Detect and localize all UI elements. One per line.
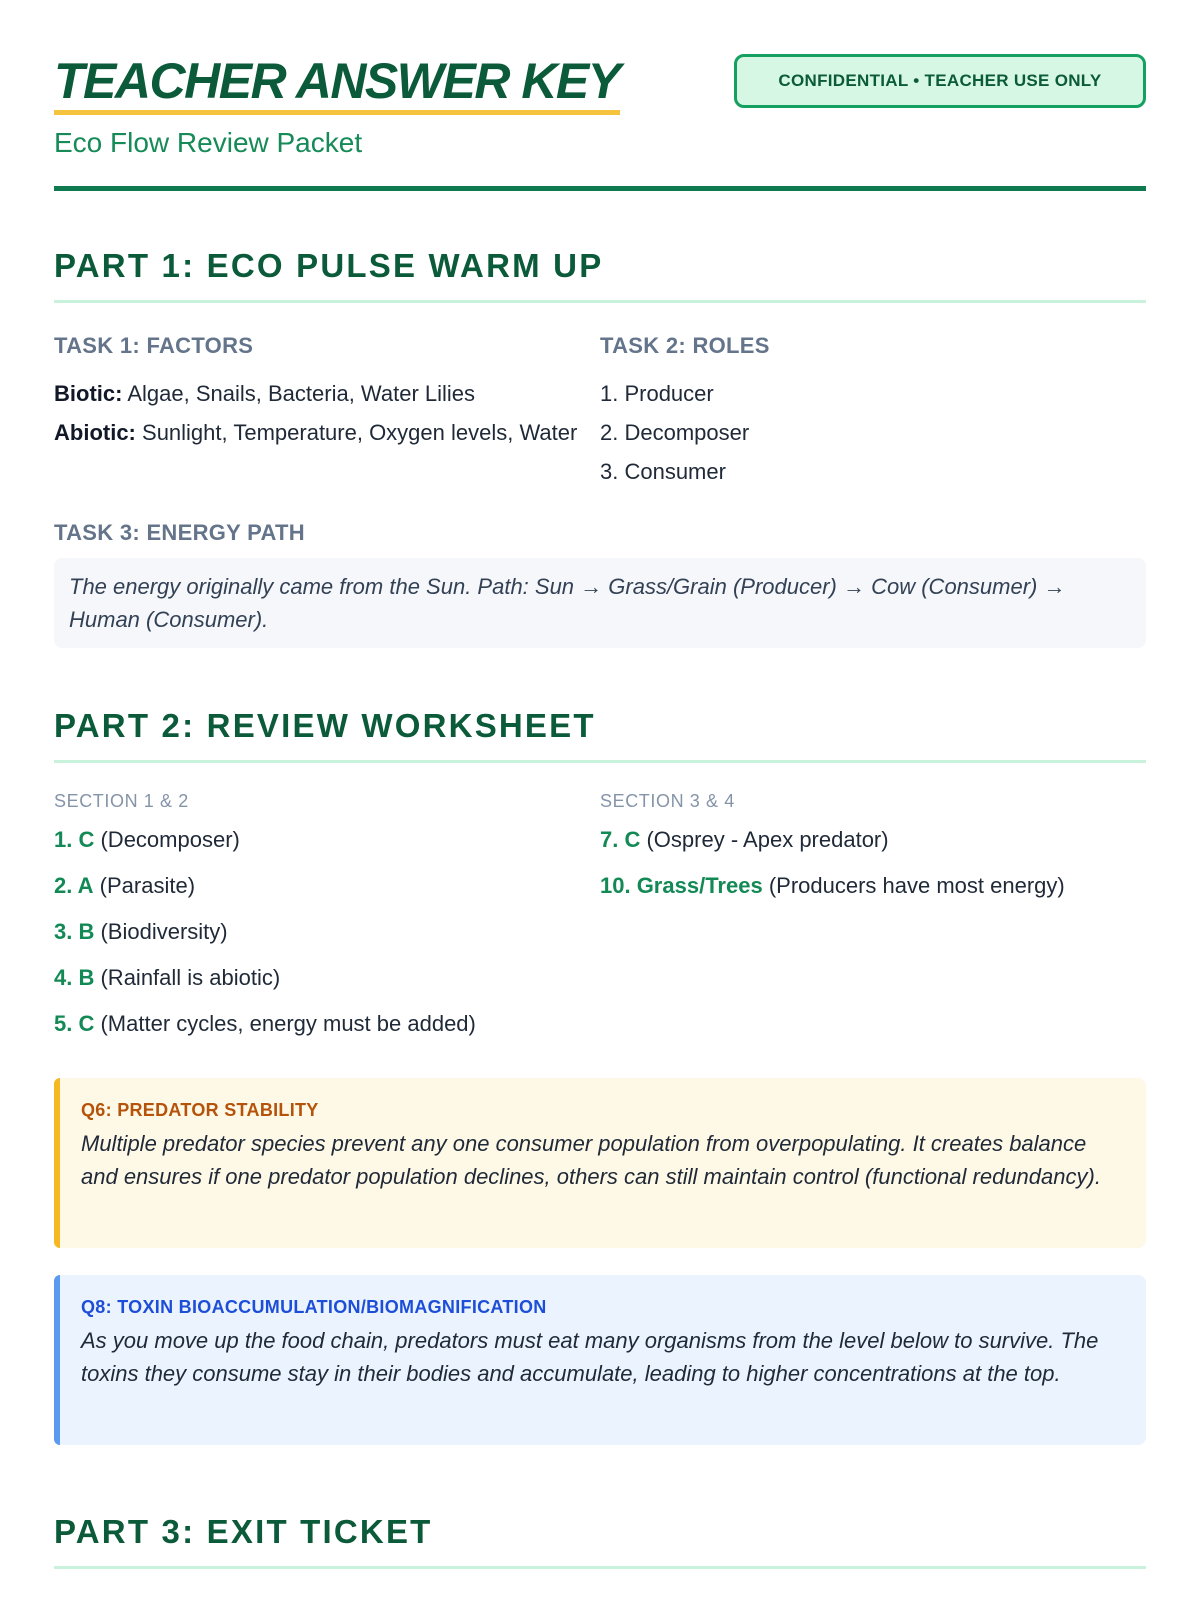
- q6-callout: [54, 1078, 1146, 1248]
- answer-note: (Producers have most energy): [768, 873, 1065, 898]
- answer-key: 10. Grass/Trees: [600, 873, 763, 898]
- answer-key: 2. A: [54, 873, 94, 898]
- q6-heading: Q6: PREDATOR STABILITY: [81, 1100, 319, 1120]
- answer-note: (Parasite): [99, 873, 196, 898]
- answer-note: (Osprey - Apex predator): [646, 827, 889, 852]
- confidential-badge: CONFIDENTIAL • TEACHER USE ONLY: [734, 54, 1146, 108]
- task-1-heading: TASK 1: FACTORS: [54, 333, 254, 358]
- role-item: 2. Decomposer: [600, 420, 750, 445]
- section-1-2-answers: [54, 791, 600, 1052]
- answer-item: [54, 868, 600, 904]
- answer-note: (Decomposer): [100, 827, 240, 852]
- page-header: [54, 0, 1146, 191]
- q6-answer: Multiple predator species prevent any one consumer population from overpopulating. It creates balance and ensures if one predator population declines, others can still maintain control (functional redundancy).: [81, 1131, 1101, 1189]
- answer-item: [54, 960, 600, 996]
- task-2-roles: [600, 333, 1146, 494]
- energy-path-answer: The energy originally came from the Sun. Path: Sun → Grass/Grain (Producer) → Cow (Consumer) → Human (Consumer).: [54, 558, 1146, 648]
- section-1-2-heading: SECTION 1 & 2: [54, 791, 189, 811]
- answer-note: (Rainfall is abiotic): [100, 965, 281, 990]
- biotic-factors: [54, 377, 600, 410]
- part-3-section: [54, 1512, 1146, 1569]
- answer-note: (Biodiversity): [100, 919, 228, 944]
- callout-accent-bar: [54, 1078, 60, 1248]
- task-1-factors: [54, 333, 600, 494]
- abiotic-label: Abiotic:: [54, 420, 136, 445]
- task-2-heading: TASK 2: ROLES: [600, 333, 770, 358]
- section-3-4-heading: SECTION 3 & 4: [600, 791, 735, 811]
- part-1-section: [54, 246, 1146, 648]
- page-subtitle: Eco Flow Review Packet: [54, 127, 363, 158]
- callout-accent-bar: [54, 1275, 60, 1445]
- part-2-section: [54, 706, 1146, 1052]
- abiotic-value: Sunlight, Temperature, Oxygen levels, Water: [142, 420, 578, 445]
- answer-item: [600, 822, 1146, 858]
- answer-key: 1. C: [54, 827, 95, 852]
- q8-heading: Q8: TOXIN BIOACCUMULATION/BIOMAGNIFICATION: [81, 1297, 547, 1317]
- answer-key: 4. B: [54, 965, 95, 990]
- role-item: 1. Producer: [600, 381, 714, 406]
- page-title: TEACHER ANSWER KEY: [54, 52, 620, 115]
- part-2-title: PART 2: REVIEW WORKSHEET: [54, 706, 1146, 763]
- answer-item: [54, 822, 600, 858]
- biotic-value: Algae, Snails, Bacteria, Water Lilies: [127, 381, 476, 406]
- biotic-label: Biotic:: [54, 381, 123, 406]
- answer-item: [600, 868, 1146, 904]
- task-3-heading: TASK 3: ENERGY PATH: [54, 520, 305, 545]
- role-item: 3. Consumer: [600, 459, 726, 484]
- task-3-energy-path: [54, 520, 1146, 648]
- answer-key: 3. B: [54, 919, 95, 944]
- section-3-4-answers: [600, 791, 1146, 1052]
- q8-callout: [54, 1275, 1146, 1445]
- answer-item: [54, 914, 600, 950]
- answer-item: [54, 1006, 600, 1042]
- answer-key: 5. C: [54, 1011, 95, 1036]
- answer-key: 7. C: [600, 827, 641, 852]
- answer-note: (Matter cycles, energy must be added): [100, 1011, 476, 1036]
- part-1-title: PART 1: ECO PULSE WARM UP: [54, 246, 1146, 303]
- part-3-title: PART 3: EXIT TICKET: [54, 1512, 1146, 1569]
- q8-answer: As you move up the food chain, predators must eat many organisms from the level below to survive. The toxins they consume stay in their bodies and accumulate, leading to higher concentrations at the top.: [81, 1328, 1099, 1386]
- abiotic-factors: [54, 416, 600, 449]
